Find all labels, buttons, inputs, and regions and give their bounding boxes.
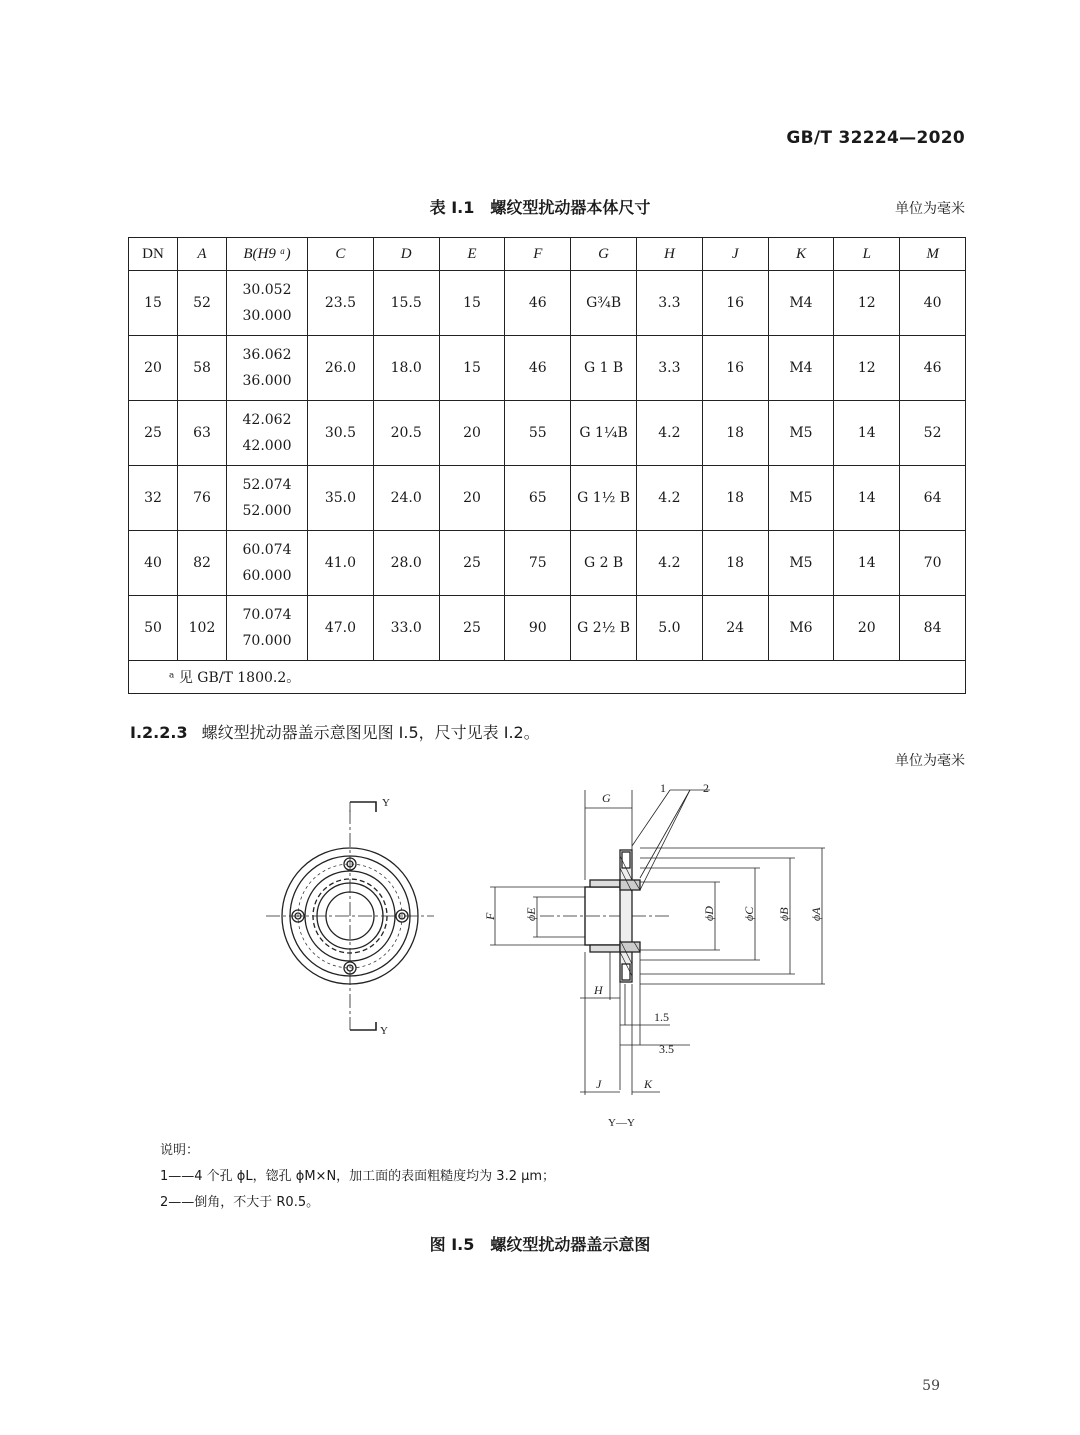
b-upper-limit: 60.074: [242, 542, 292, 558]
label-section-yy: Y—Y: [608, 1117, 635, 1129]
cell-f: 55: [505, 401, 571, 466]
b-lower-limit: 60.000: [242, 568, 292, 584]
figure-notes: [160, 1138, 555, 1216]
table-row: [129, 466, 966, 531]
col-header-c: C: [308, 238, 374, 271]
cell-a: 102: [178, 596, 227, 661]
cell-m: 52: [900, 401, 966, 466]
cell-f: 75: [505, 531, 571, 596]
cell-a: 52: [178, 271, 227, 336]
figure-caption: 图 I.5 螺纹型扰动器盖示意图: [429, 1235, 651, 1254]
cell-dn: 50: [129, 596, 178, 661]
cell-l: 14: [834, 466, 900, 531]
col-header-d: D: [373, 238, 439, 271]
cell-g: G 2½ B: [571, 596, 637, 661]
cell-h: 3.3: [636, 336, 702, 401]
label-1-5: 1.5: [654, 1010, 669, 1024]
notes-title: 说明：: [160, 1143, 200, 1158]
cell-e: 20: [439, 466, 505, 531]
table-row: [129, 401, 966, 466]
cell-h: 3.3: [636, 271, 702, 336]
col-header-b: B(H9 ᵃ): [227, 238, 308, 271]
front-view: [266, 802, 434, 1030]
label-h: H: [594, 983, 603, 997]
cell-b: [227, 466, 308, 531]
cell-d: 15.5: [373, 271, 439, 336]
cell-b: [227, 596, 308, 661]
cell-m: 70: [900, 531, 966, 596]
cell-l: 20: [834, 596, 900, 661]
clause-paragraph: [130, 720, 540, 743]
b-upper-limit: 52.074: [242, 477, 292, 493]
cell-h: 5.0: [636, 596, 702, 661]
cell-k: M6: [768, 596, 834, 661]
label-phi-e: ϕE: [524, 907, 538, 921]
b-lower-limit: 36.000: [242, 373, 292, 389]
label-y-top: Y: [382, 797, 390, 809]
table-row: [129, 336, 966, 401]
cell-f: 65: [505, 466, 571, 531]
cell-g: G 2 B: [571, 531, 637, 596]
cell-k: M5: [768, 531, 834, 596]
label-2: 2: [703, 781, 709, 795]
clause-number: I.2.2.3: [130, 723, 188, 742]
cell-c: 47.0: [308, 596, 374, 661]
page-number: 59: [922, 1378, 940, 1394]
col-header-e: E: [439, 238, 505, 271]
table-row: [129, 596, 966, 661]
cell-a: 58: [178, 336, 227, 401]
cell-b: [227, 531, 308, 596]
cell-g: G 1¼B: [571, 401, 637, 466]
cell-k: M4: [768, 271, 834, 336]
cell-a: 82: [178, 531, 227, 596]
cell-dn: 20: [129, 336, 178, 401]
cell-d: 18.0: [373, 336, 439, 401]
b-upper-limit: 30.052: [242, 282, 292, 298]
note-item: 2——倒角，不大于 R0.5。: [160, 1195, 320, 1210]
cell-j: 16: [702, 336, 768, 401]
dimensions-table: [128, 237, 966, 694]
col-header-k: K: [768, 238, 834, 271]
b-lower-limit: 30.000: [242, 308, 292, 324]
cell-c: 35.0: [308, 466, 374, 531]
cell-g: G 1 B: [571, 336, 637, 401]
cell-h: 4.2: [636, 401, 702, 466]
cell-l: 14: [834, 401, 900, 466]
cover-drawing: [250, 770, 850, 1140]
label-f: F: [483, 912, 497, 920]
label-phi-c: ϕC: [742, 906, 756, 921]
cell-m: 64: [900, 466, 966, 531]
b-lower-limit: 52.000: [242, 503, 292, 519]
cell-k: M4: [768, 336, 834, 401]
cell-g: G¾B: [571, 271, 637, 336]
b-upper-limit: 70.074: [242, 607, 292, 623]
b-upper-limit: 42.062: [242, 412, 292, 428]
cell-j: 24: [702, 596, 768, 661]
cell-f: 46: [505, 336, 571, 401]
col-header-j: J: [702, 238, 768, 271]
note-item: 1——4 个孔 ϕL，锪孔 ϕM×N，加工面的表面粗糙度均为 3.2 μm；: [160, 1169, 556, 1184]
cell-j: 16: [702, 271, 768, 336]
label-phi-b: ϕB: [777, 907, 791, 921]
label-g: G: [602, 791, 611, 805]
figure-unit: 单位为毫米: [895, 753, 965, 769]
table-unit: 单位为毫米: [895, 201, 965, 217]
cell-m: 84: [900, 596, 966, 661]
b-lower-limit: 42.000: [242, 438, 292, 454]
col-header-g: G: [571, 238, 637, 271]
cell-d: 24.0: [373, 466, 439, 531]
cell-h: 4.2: [636, 531, 702, 596]
dimension-lines: [490, 790, 825, 1095]
cell-f: 90: [505, 596, 571, 661]
label-phi-d: ϕD: [702, 906, 716, 921]
cell-dn: 15: [129, 271, 178, 336]
cell-dn: 32: [129, 466, 178, 531]
cell-l: 12: [834, 271, 900, 336]
col-header-a: A: [178, 238, 227, 271]
clause-text: 螺纹型扰动器盖示意图见图 I.5，尺寸见表 I.2。: [201, 723, 540, 742]
cell-e: 25: [439, 531, 505, 596]
table-caption: 表 I.1 螺纹型扰动器本体尺寸: [429, 198, 651, 217]
cell-d: 20.5: [373, 401, 439, 466]
table-footnote-row: [129, 661, 966, 694]
b-lower-limit: 70.000: [242, 633, 292, 649]
col-header-dn: DN: [129, 238, 178, 271]
cell-k: M5: [768, 401, 834, 466]
cell-m: 40: [900, 271, 966, 336]
col-header-f: F: [505, 238, 571, 271]
cell-f: 46: [505, 271, 571, 336]
label-k: K: [644, 1077, 653, 1091]
cell-j: 18: [702, 401, 768, 466]
cell-dn: 25: [129, 401, 178, 466]
cell-j: 18: [702, 531, 768, 596]
cell-c: 23.5: [308, 271, 374, 336]
cell-b: [227, 401, 308, 466]
cell-b: [227, 336, 308, 401]
table-header-row: [129, 238, 966, 271]
cell-c: 26.0: [308, 336, 374, 401]
cell-dn: 40: [129, 531, 178, 596]
cell-l: 12: [834, 336, 900, 401]
col-header-l: L: [834, 238, 900, 271]
table-row: [129, 531, 966, 596]
standard-number: GB/T 32224—2020: [786, 128, 965, 148]
cell-j: 18: [702, 466, 768, 531]
cell-a: 76: [178, 466, 227, 531]
label-1: 1: [660, 781, 666, 795]
label-phi-a: ϕA: [809, 907, 823, 921]
label-y-bottom: Y: [380, 1025, 388, 1037]
col-header-h: H: [636, 238, 702, 271]
cell-b: [227, 271, 308, 336]
cell-m: 46: [900, 336, 966, 401]
cell-l: 14: [834, 531, 900, 596]
label-j: J: [596, 1077, 602, 1091]
cell-c: 30.5: [308, 401, 374, 466]
cell-g: G 1½ B: [571, 466, 637, 531]
cell-d: 33.0: [373, 596, 439, 661]
b-upper-limit: 36.062: [242, 347, 292, 363]
table-footnote: ᵃ 见 GB/T 1800.2。: [129, 661, 966, 694]
cell-k: M5: [768, 466, 834, 531]
cell-d: 28.0: [373, 531, 439, 596]
cell-a: 63: [178, 401, 227, 466]
cell-e: 20: [439, 401, 505, 466]
cell-h: 4.2: [636, 466, 702, 531]
col-header-m: M: [900, 238, 966, 271]
cell-e: 15: [439, 271, 505, 336]
table-row: [129, 271, 966, 336]
label-3-5: 3.5: [659, 1042, 674, 1056]
cell-e: 25: [439, 596, 505, 661]
cell-c: 41.0: [308, 531, 374, 596]
cell-e: 15: [439, 336, 505, 401]
